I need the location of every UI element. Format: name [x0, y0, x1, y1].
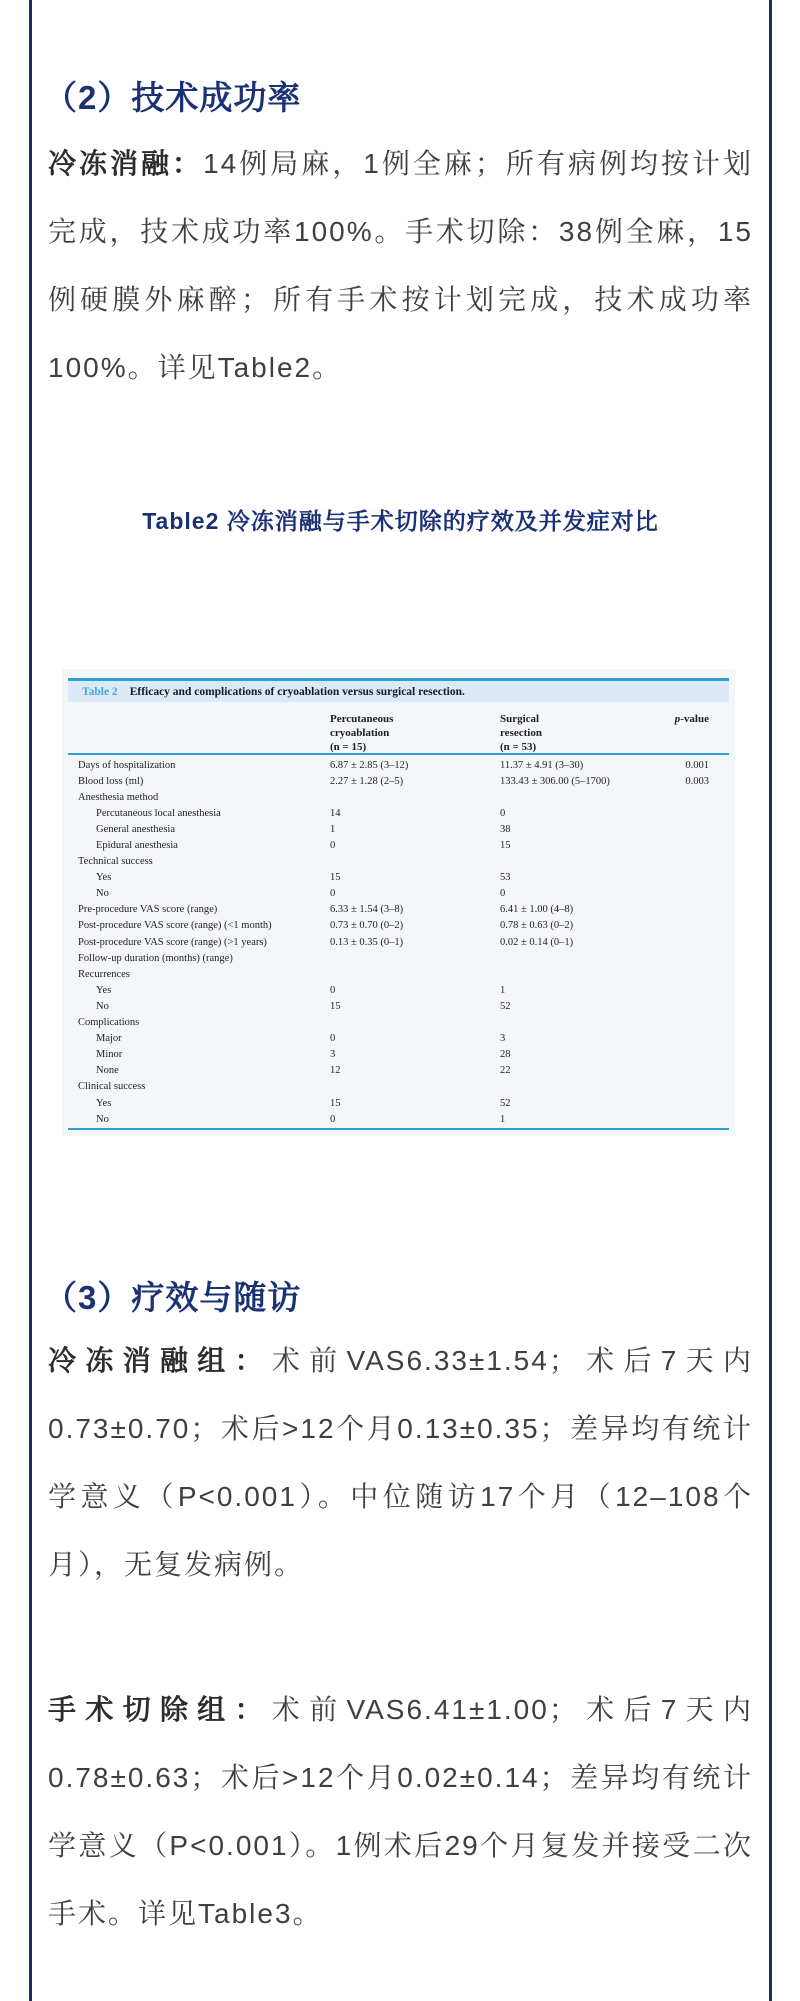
paragraph-cryoablation-group: [48, 1327, 753, 1599]
table-row: [68, 966, 729, 982]
journal-table-figure: [62, 669, 735, 1136]
column-header-line: Percutaneous: [330, 713, 394, 725]
journal-table-rows: [68, 757, 729, 1127]
column-header-line: (n = 53): [500, 741, 537, 753]
surgical-value-cell: 52: [500, 1000, 511, 1012]
column-header-cryoablation: [330, 712, 393, 754]
surgical-value-cell: 1: [500, 1113, 506, 1125]
table-row: [68, 886, 729, 902]
cryoablation-value-cell: 0: [330, 1113, 336, 1125]
cryoablation-value-cell: 0.73 ± 0.70 (0–2): [330, 920, 404, 932]
row-label-cell: No: [96, 1113, 109, 1125]
row-label-cell: Epidural anesthesia: [96, 840, 178, 852]
row-label-cell: Blood loss (ml): [78, 775, 144, 787]
table-row: [68, 757, 729, 773]
cryoablation-value-cell: 6.87 ± 2.85 (3–12): [330, 759, 409, 771]
table-bottom-rule: [68, 1128, 729, 1130]
paragraph-lead-cryo-group: 冷冻消融组：: [48, 1345, 272, 1376]
paragraph-lead-surgical-group: 手术切除组：: [48, 1694, 272, 1725]
table-header-rule: [68, 753, 729, 755]
cryoablation-value-cell: 15: [330, 1000, 341, 1012]
surgical-value-cell: 53: [500, 872, 511, 884]
table-row: [68, 918, 729, 934]
surgical-value-cell: 15: [500, 840, 511, 852]
surgical-value-cell: 52: [500, 1097, 511, 1109]
table-row: [68, 1047, 729, 1063]
surgical-value-cell: 1: [500, 984, 506, 996]
table-row: [68, 1095, 729, 1111]
table-row: [68, 1111, 729, 1127]
row-label-cell: Major: [96, 1033, 122, 1045]
table-title: Efficacy and complications of cryoablation versus surgical resection.: [129, 685, 465, 698]
p-value-cell: 0.001: [685, 759, 709, 771]
cryoablation-value-cell: 15: [330, 1097, 341, 1109]
surgical-value-cell: 22: [500, 1065, 511, 1077]
row-label-cell: No: [96, 888, 109, 900]
column-header-line: resection: [500, 727, 542, 739]
table-row: [68, 870, 729, 886]
row-label-cell: Post-procedure VAS score (range) (>1 years): [78, 936, 267, 948]
surgical-value-cell: 0.78 ± 0.63 (0–2): [500, 920, 574, 932]
table-row: [68, 1079, 729, 1095]
table-row: [68, 1031, 729, 1047]
paragraph-body: 14例局麻，1例全麻；所有病例均按计划完成，技术成功率100%。手术切除：38例全麻，15例硬膜外麻醉；所有手术按计划完成，技术成功率100%。详见Table2。: [48, 148, 753, 383]
surgical-value-cell: 0: [500, 807, 506, 819]
column-header-line: (n = 15): [330, 741, 367, 753]
cryoablation-value-cell: 6.33 ± 1.54 (3–8): [330, 904, 404, 916]
cryoablation-value-cell: 0: [330, 840, 336, 852]
column-header-p-value: [675, 713, 709, 725]
surgical-value-cell: 11.37 ± 4.91 (3–30): [500, 759, 584, 771]
paragraph-technical-success: [48, 130, 753, 402]
cryoablation-value-cell: 2.27 ± 1.28 (2–5): [330, 775, 404, 787]
cryoablation-value-cell: 12: [330, 1065, 341, 1077]
table-title-bar: [68, 678, 729, 702]
surgical-value-cell: 0: [500, 888, 506, 900]
row-label-cell: No: [96, 1000, 109, 1012]
table-row: [68, 902, 729, 918]
cryoablation-value-cell: 15: [330, 872, 341, 884]
p-value-header-rest: -value: [680, 713, 709, 725]
right-border-line: [769, 0, 772, 2001]
row-label-cell: Follow-up duration (months) (range): [78, 952, 233, 964]
cryoablation-value-cell: 14: [330, 807, 341, 819]
cryoablation-value-cell: 0: [330, 888, 336, 900]
table-row: [68, 982, 729, 998]
section-heading-technical-success: （2）技术成功率: [44, 79, 302, 116]
table-caption: Table2 冷冻消融与手术切除的疗效及并发症对比: [142, 508, 659, 534]
column-header-line: Surgical: [500, 713, 540, 725]
table-row: [68, 805, 729, 821]
surgical-value-cell: 28: [500, 1049, 511, 1061]
surgical-value-cell: 38: [500, 823, 511, 835]
row-label-cell: Post-procedure VAS score (range) (<1 month): [78, 920, 272, 932]
surgical-value-cell: 6.41 ± 1.00 (4–8): [500, 904, 574, 916]
cryoablation-value-cell: 0.13 ± 0.35 (0–1): [330, 936, 404, 948]
table-row: [68, 789, 729, 805]
paragraph-lead-cryoablation: 冷冻消融：: [48, 148, 204, 179]
paragraph-body: 术前VAS6.41±1.00；术后7天内0.78±0.63；术后>12个月0.02±0.14；差异均有统计学意义（P<0.001）。1例术后29个月复发并接受二次手术。详见Table3。: [48, 1694, 753, 1929]
cryoablation-value-cell: 3: [330, 1049, 336, 1061]
row-label-cell: Minor: [96, 1049, 123, 1061]
row-label-cell: Recurrences: [78, 968, 130, 980]
table-label: Table 2: [82, 685, 118, 698]
row-label-cell: Technical success: [78, 856, 153, 868]
table-row: [68, 1015, 729, 1031]
cryoablation-value-cell: 0: [330, 984, 336, 996]
table-row: [68, 837, 729, 853]
table-row: [68, 998, 729, 1014]
row-label-cell: Complications: [78, 1017, 140, 1029]
surgical-value-cell: 133.43 ± 306.00 (5–1700): [500, 775, 610, 787]
row-label-cell: None: [96, 1065, 119, 1077]
surgical-value-cell: 0.02 ± 0.14 (0–1): [500, 936, 574, 948]
p-value-cell: 0.003: [685, 775, 709, 787]
row-label-cell: Pre-procedure VAS score (range): [78, 904, 218, 916]
p-value-header-italic: p: [674, 713, 681, 725]
left-border-line: [29, 0, 32, 2001]
cryoablation-value-cell: 1: [330, 823, 336, 835]
column-header-line: cryoablation: [330, 727, 390, 739]
section-heading-efficacy-followup: （3）疗效与随访: [44, 1279, 302, 1316]
row-label-cell: Yes: [96, 1097, 112, 1109]
table-row: [68, 854, 729, 870]
table-row: [68, 1063, 729, 1079]
row-label-cell: Clinical success: [78, 1081, 146, 1093]
table-row: [68, 821, 729, 837]
row-label-cell: Percutaneous local anesthesia: [96, 807, 221, 819]
row-label-cell: Days of hospitalization: [78, 759, 176, 771]
table-row: [68, 773, 729, 789]
row-label-cell: Anesthesia method: [78, 791, 159, 803]
cryoablation-value-cell: 0: [330, 1033, 336, 1045]
column-header-surgical: [500, 712, 542, 754]
row-label-cell: Yes: [96, 872, 112, 884]
paragraph-surgical-group: [48, 1676, 753, 1948]
surgical-value-cell: 3: [500, 1033, 506, 1045]
paragraph-body: 术前VAS6.33±1.54；术后7天内0.73±0.70；术后>12个月0.13±0.35；差异均有统计学意义（P<0.001）。中位随访17个月（12–108个月），无复发病例。: [48, 1345, 753, 1580]
row-label-cell: General anesthesia: [96, 823, 176, 835]
table-row: [68, 950, 729, 966]
row-label-cell: Yes: [96, 984, 112, 996]
table-row: [68, 934, 729, 950]
